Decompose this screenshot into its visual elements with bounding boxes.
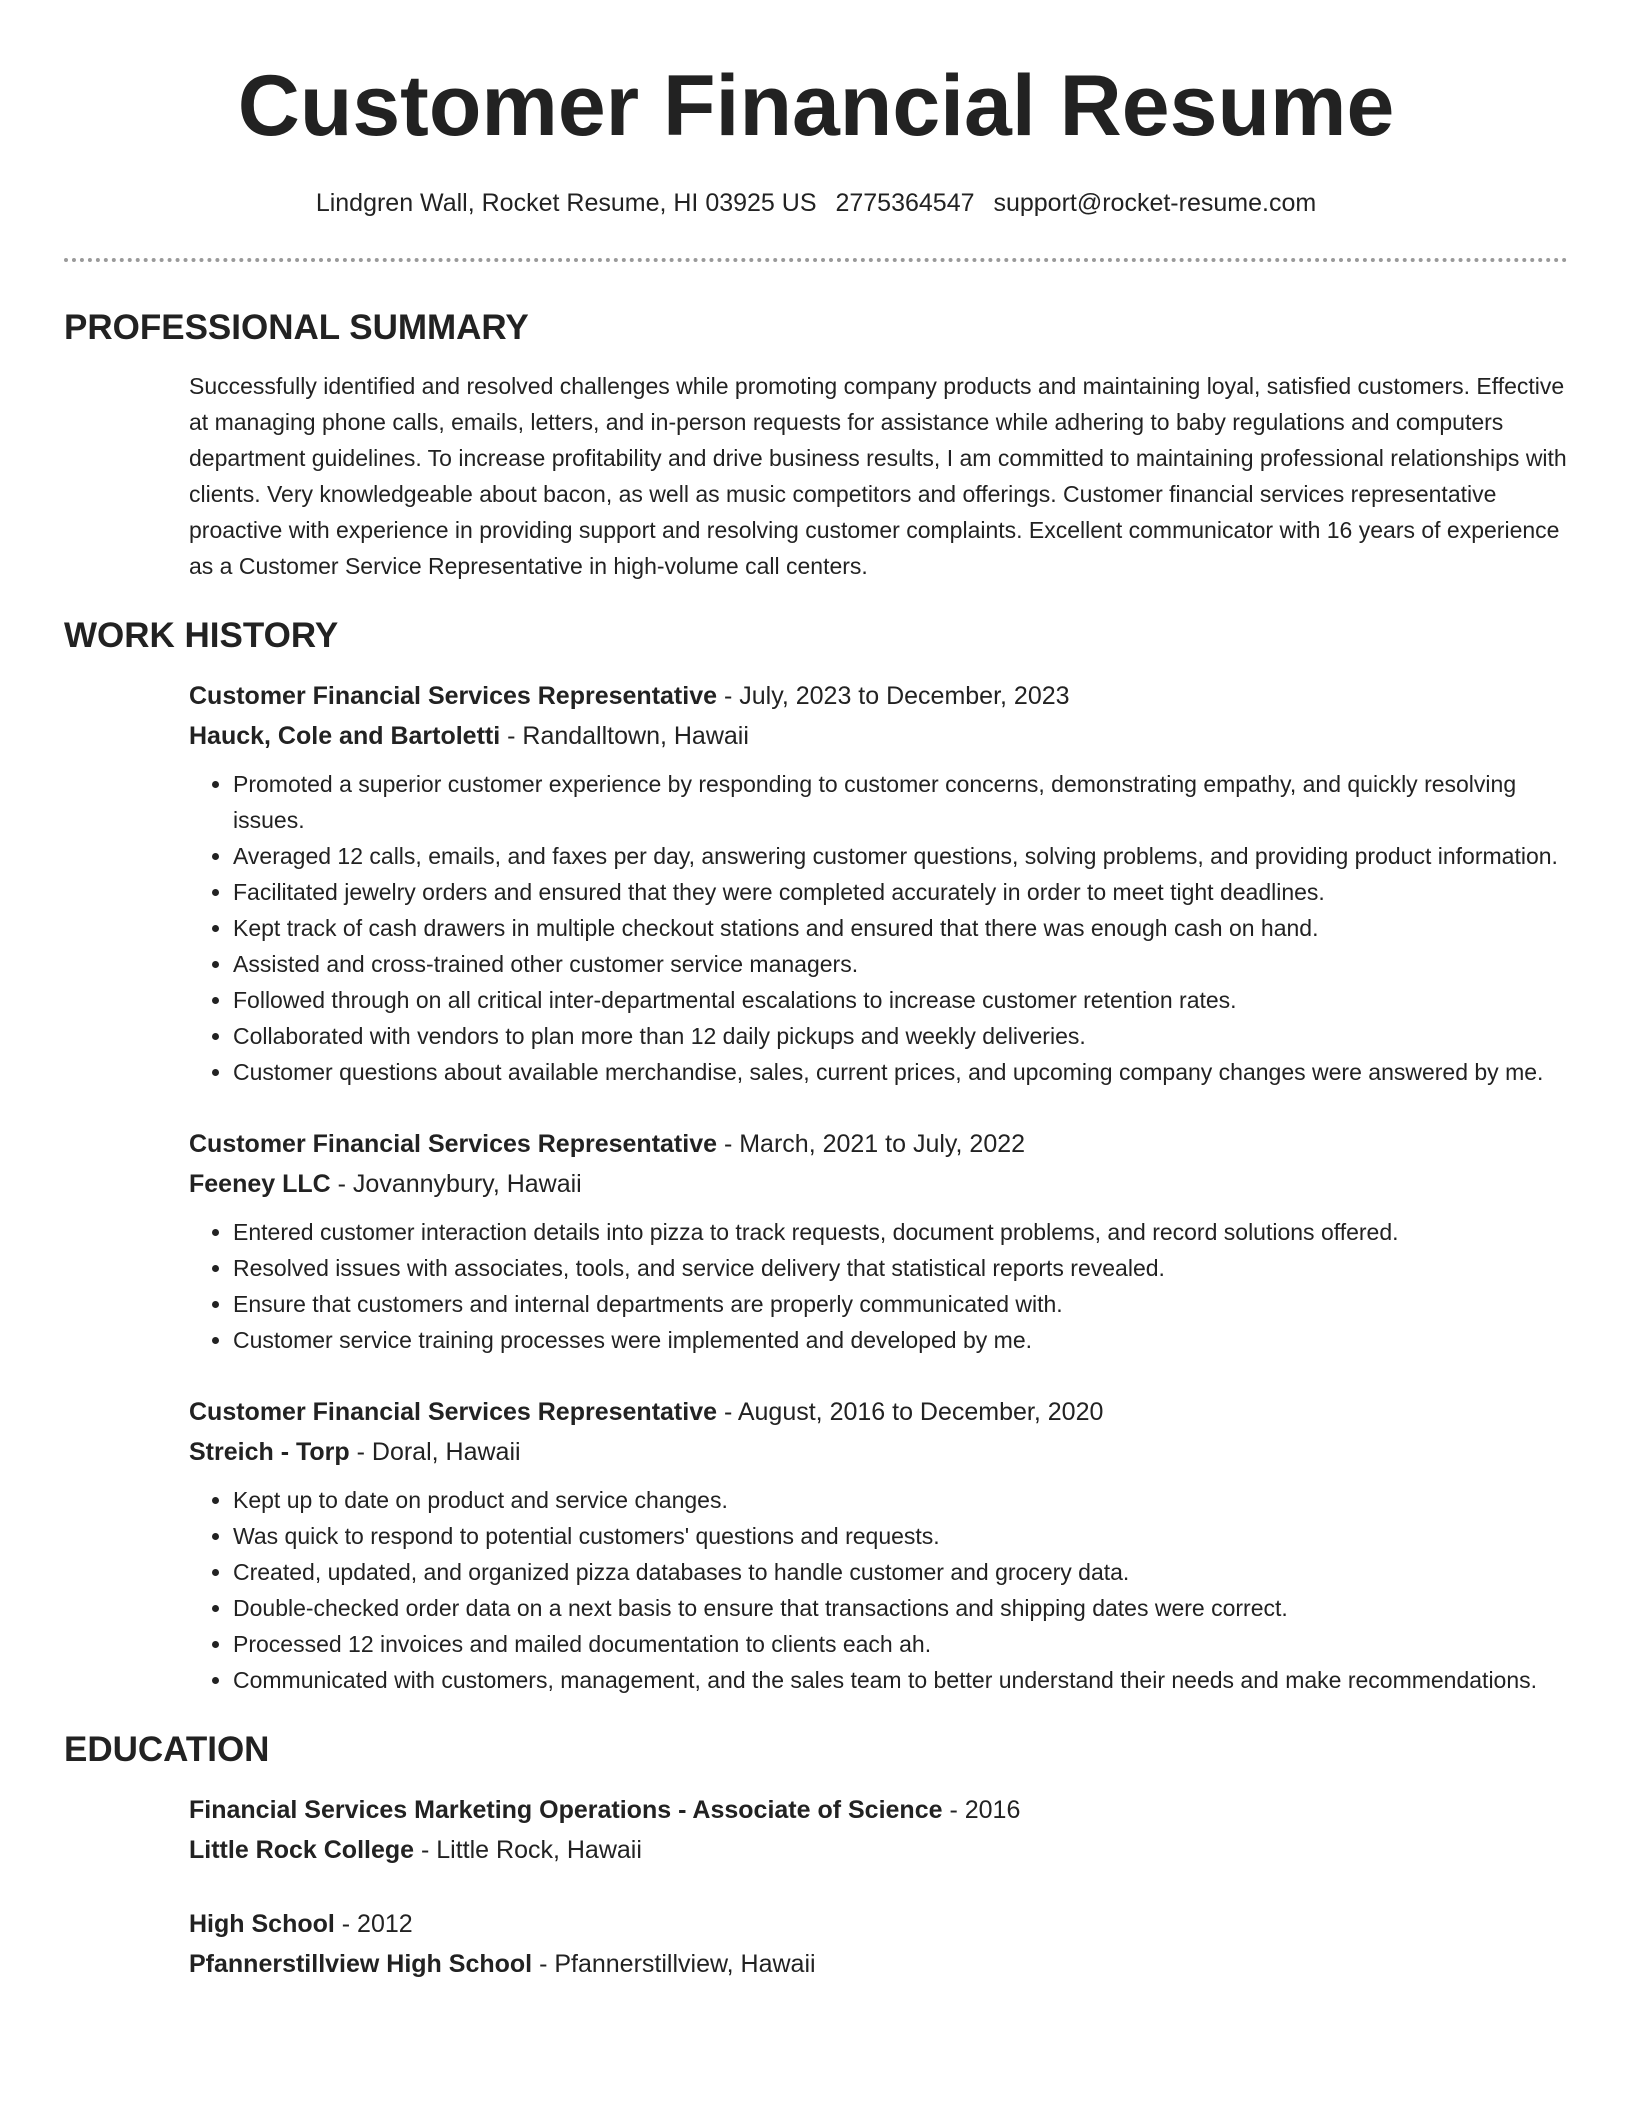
resume-title: Customer Financial Resume <box>237 58 1395 154</box>
job-bullet: • Communicated with customers, management, and the sales team to better understand their needs and make recommendations. <box>233 1662 1568 1698</box>
contact-line <box>0 186 1632 220</box>
work-history-heading: WORK HISTORY <box>64 616 339 655</box>
education-section <box>189 1790 1568 1984</box>
education-degree-line <box>189 1790 1568 1830</box>
job-location: - Randalltown, Hawaii <box>500 722 749 750</box>
job-company: Streich - Torp <box>189 1438 350 1466</box>
job-bullet: • Processed 12 invoices and mailed documentation to clients each ah. <box>233 1626 1568 1662</box>
job-entry <box>189 1124 1568 1358</box>
job-bullet: • Created, updated, and organized pizza databases to handle customer and grocery data. <box>233 1554 1568 1590</box>
contact-address: Lindgren Wall, Rocket Resume, HI 03925 US <box>315 189 817 217</box>
job-bullet: • Customer questions about available merchandise, sales, current prices, and upcoming company changes were answered by me. <box>233 1054 1568 1090</box>
job-dates: - July, 2023 to December, 2023 <box>717 682 1070 710</box>
job-bullet: • Assisted and cross-trained other customer service managers. <box>233 946 1568 982</box>
education-school-line <box>189 1830 1568 1870</box>
education-location: - Pfannerstillview, Hawaii <box>532 1950 816 1978</box>
job-title-line <box>189 676 1568 716</box>
job-bullet: • Kept track of cash drawers in multiple checkout stations and ensured that there was enough cash on hand. <box>233 910 1568 946</box>
job-bullet: • Resolved issues with associates, tools, and service delivery that statistical reports revealed. <box>233 1250 1568 1286</box>
job-bullets <box>189 1214 1568 1358</box>
job-bullet: • Facilitated jewelry orders and ensured that they were completed accurately in order to meet tight deadlines. <box>233 874 1568 910</box>
job-bullet: • Collaborated with vendors to plan more than 12 daily pickups and weekly deliveries. <box>233 1018 1568 1054</box>
education-degree: Financial Services Marketing Operations - Associate of Science <box>189 1796 943 1824</box>
education-entry <box>189 1790 1568 1870</box>
education-school: Pfannerstillview High School <box>189 1950 533 1978</box>
job-title-line <box>189 1124 1568 1164</box>
job-title-line <box>189 1392 1568 1432</box>
job-company: Hauck, Cole and Bartoletti <box>189 722 501 750</box>
resume-header <box>0 0 1632 220</box>
job-dates: - August, 2016 to December, 2020 <box>717 1398 1104 1426</box>
education-degree: High School <box>189 1910 335 1938</box>
education-degree-line <box>189 1904 1568 1944</box>
education-year: - 2012 <box>334 1910 413 1938</box>
work-history-section <box>189 676 1568 1698</box>
job-bullet: • Ensure that customers and internal departments are properly communicated with. <box>233 1286 1568 1322</box>
job-bullets <box>189 766 1568 1090</box>
education-heading: EDUCATION <box>64 1730 270 1769</box>
job-bullets <box>189 1482 1568 1698</box>
summary-text: Successfully identified and resolved challenges while promoting company products and maintaining loyal, satisfied customers. Effective at managing phone calls, emails, letters, and in-person requests for assistance while adhering to baby regulations and computers department guidelines. To increase profitability and drive business results, I am committed to maintaining professional relationships with clients. Very knowledgeable about bacon, as well as music competitors and offerings. Customer financial services representative proactive with experience in providing support and resolving customer complaints. Excellent communicator with 16 years of experience as a Customer Service Representative in high-volume call centers. <box>189 373 1567 579</box>
job-title: Customer Financial Services Representative <box>189 1398 718 1426</box>
job-bullet: • Entered customer interaction details into pizza to track requests, document problems, and record solutions offered. <box>233 1214 1568 1250</box>
summary-heading: PROFESSIONAL SUMMARY <box>64 308 529 347</box>
job-company: Feeney LLC <box>189 1170 331 1198</box>
education-school: Little Rock College <box>189 1836 415 1864</box>
summary-section <box>189 368 1568 584</box>
contact-email: support@rocket-resume.com <box>993 189 1317 217</box>
header-divider <box>64 258 1568 262</box>
job-bullet: • Promoted a superior customer experience by responding to customer concerns, demonstrating empathy, and quickly resolving issues. <box>233 766 1568 838</box>
education-entry <box>189 1904 1568 1984</box>
education-year: - 2016 <box>942 1796 1021 1824</box>
job-location: - Jovannybury, Hawaii <box>330 1170 582 1198</box>
job-company-line <box>189 716 1568 756</box>
job-bullet: • Kept up to date on product and service changes. <box>233 1482 1568 1518</box>
job-entry <box>189 676 1568 1090</box>
job-entry <box>189 1392 1568 1698</box>
education-school-line <box>189 1944 1568 1984</box>
job-company-line <box>189 1164 1568 1204</box>
job-bullet: • Followed through on all critical inter-departmental escalations to increase customer retention rates. <box>233 982 1568 1018</box>
education-location: - Little Rock, Hawaii <box>414 1836 642 1864</box>
job-bullet: • Customer service training processes were implemented and developed by me. <box>233 1322 1568 1358</box>
contact-phone: 2775364547 <box>835 189 975 217</box>
job-company-line <box>189 1432 1568 1472</box>
job-location: - Doral, Hawaii <box>349 1438 521 1466</box>
job-bullet: • Averaged 12 calls, emails, and faxes per day, answering customer questions, solving problems, and providing product information. <box>233 838 1568 874</box>
job-title: Customer Financial Services Representative <box>189 682 718 710</box>
job-bullet: • Double-checked order data on a next basis to ensure that transactions and shipping dates were correct. <box>233 1590 1568 1626</box>
job-bullet: • Was quick to respond to potential customers' questions and requests. <box>233 1518 1568 1554</box>
job-dates: - March, 2021 to July, 2022 <box>717 1130 1026 1158</box>
job-title: Customer Financial Services Representative <box>189 1130 718 1158</box>
